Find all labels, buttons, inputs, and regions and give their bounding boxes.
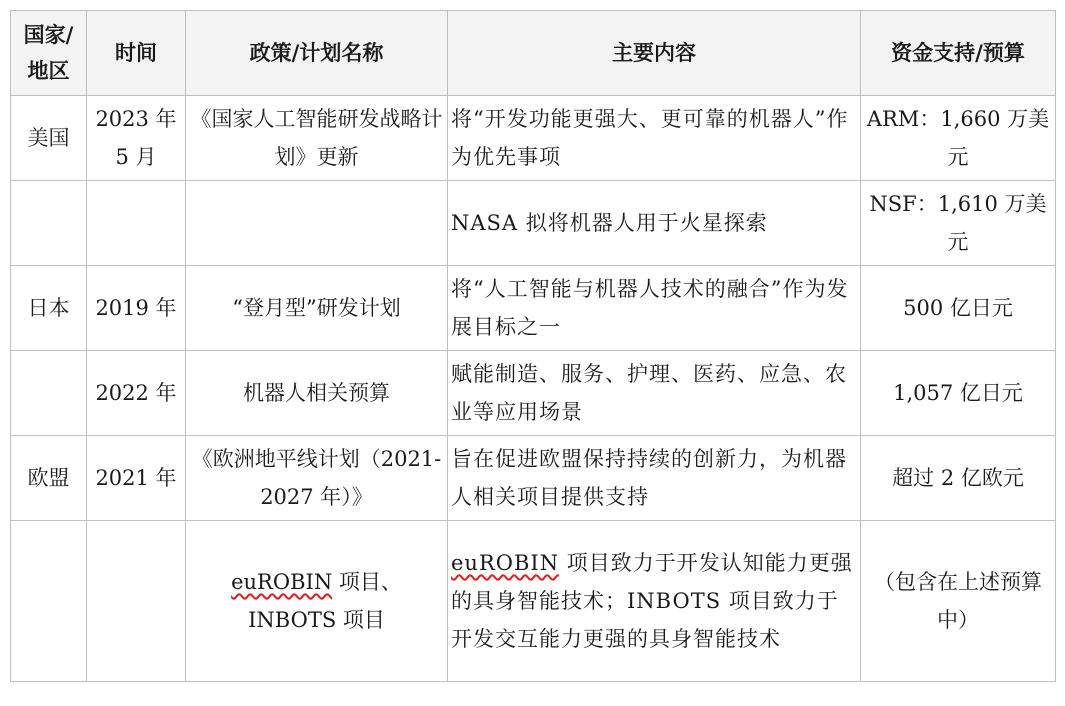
cell-content: NASA 拟将机器人用于火星探索 bbox=[448, 181, 861, 266]
cell-policy: 《欧洲地平线计划（2021-2027 年）》 bbox=[186, 436, 448, 521]
cell-time bbox=[87, 181, 186, 266]
policy-rest: 项目、INBOTS 项目 bbox=[248, 570, 402, 632]
cell-policy bbox=[186, 181, 448, 266]
cell-country: 欧盟 bbox=[11, 436, 87, 521]
cell-funding: NSF：1,610 万美元 bbox=[861, 181, 1056, 266]
cell-funding: （包含在上述预算中） bbox=[861, 521, 1056, 682]
euROBIN-term: euROBIN bbox=[451, 551, 560, 575]
cell-policy: 《国家人工智能研发战略计划》更新 bbox=[186, 96, 448, 181]
header-funding: 资金支持/预算 bbox=[861, 11, 1056, 96]
header-content: 主要内容 bbox=[448, 11, 861, 96]
cell-country: 美国 bbox=[11, 96, 87, 181]
header-row bbox=[11, 11, 1056, 96]
cell-funding: 500 亿日元 bbox=[861, 266, 1056, 351]
cell-funding: 1,057 亿日元 bbox=[861, 351, 1056, 436]
cell-time: 2022 年 bbox=[87, 351, 186, 436]
cell-content bbox=[448, 521, 861, 682]
cell-policy bbox=[186, 521, 448, 682]
cell-country bbox=[11, 521, 87, 682]
euROBIN-term: euROBIN bbox=[231, 570, 333, 594]
table-row bbox=[11, 266, 1056, 351]
cell-time: 2023 年 5 月 bbox=[87, 96, 186, 181]
cell-time: 2019 年 bbox=[87, 266, 186, 351]
cell-time: 2021 年 bbox=[87, 436, 186, 521]
header-time: 时间 bbox=[87, 11, 186, 96]
header-country: 国家/地区 bbox=[11, 11, 87, 96]
cell-time bbox=[87, 521, 186, 682]
cell-country bbox=[11, 351, 87, 436]
header-policy: 政策/计划名称 bbox=[186, 11, 448, 96]
cell-content: 将“人工智能与机器人技术的融合”作为发展目标之一 bbox=[448, 266, 861, 351]
cell-content: 将“开发功能更强大、更可靠的机器人”作为优先事项 bbox=[448, 96, 861, 181]
table-row bbox=[11, 436, 1056, 521]
cell-funding: 超过 2 亿欧元 bbox=[861, 436, 1056, 521]
cell-content: 赋能制造、服务、护理、医药、应急、农业等应用场景 bbox=[448, 351, 861, 436]
policy-table bbox=[10, 10, 1056, 682]
cell-policy: 机器人相关预算 bbox=[186, 351, 448, 436]
cell-policy: “登月型”研发计划 bbox=[186, 266, 448, 351]
table-row bbox=[11, 96, 1056, 181]
content-rest: 项目致力于开发认知能力更强的具身智能技术；INBOTS 项目致力于开发交互能力更强的具身智能技术 bbox=[451, 551, 853, 651]
table-row bbox=[11, 181, 1056, 266]
cell-content: 旨在促进欧盟保持持续的创新力，为机器人相关项目提供支持 bbox=[448, 436, 861, 521]
table-row bbox=[11, 521, 1056, 682]
cell-country: 日本 bbox=[11, 266, 87, 351]
table-row bbox=[11, 351, 1056, 436]
cell-funding: ARM：1,660 万美元 bbox=[861, 96, 1056, 181]
cell-country bbox=[11, 181, 87, 266]
